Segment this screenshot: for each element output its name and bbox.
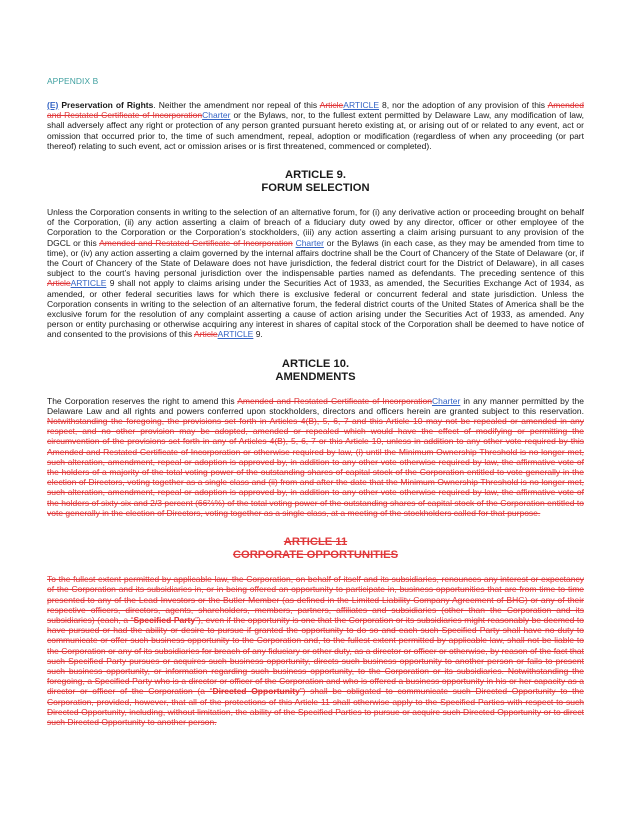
body-text: or the Bylaws (in each case, as they may be amended from time to time), or (iv) any action asserting a claim governed by the internal affairs doctrine shall be the Court of Chancery of the State of Delaware (or, if the Court of Chancery of the State of Delaware does not have jurisdiction, the federal district court for the District of Delaware), in all cases subject to the court’s having personal jurisdiction over the indispensable parties named as defendants. The preceding sentence of this — [47, 237, 584, 279]
heading-title: AMENDMENTS — [275, 370, 356, 383]
inserted-text: ARTICLE — [217, 329, 254, 340]
deleted-text: Article — [193, 329, 218, 340]
heading-title: CORPORATE OPPORTUNITIES — [232, 549, 399, 562]
body-text: . Neither the amendment nor repeal of this — [153, 100, 320, 110]
inserted-text: Charter — [295, 237, 324, 248]
body-text: 9 shall not apply to claims arising under the Securities Act of 1933, as amended, the Securities Exchange Act of 1934, as amended, or other federal securities laws for which there is exclusive federal or concurrent federal and state jurisdiction. Unless the Corporation consents in writing to the selection of an alternative forum, the federal district courts of the United States of America shall be the exclusive forum for the resolution of any complaint asserting a cause of action arising under the Securities Act of 1933, as amended. Any person or entity purchasing or otherwise acquiring any interest in shares of capital stock of the Corporation shall be deemed to have notice of and consented to the provisions of this — [47, 278, 584, 340]
deleted-text: Article — [319, 100, 344, 110]
article-11-paragraph — [47, 574, 584, 727]
heading-title: FORUM SELECTION — [261, 182, 370, 195]
article-9-heading — [47, 169, 584, 195]
deleted-text: ”) shall be obligated to communicate such Directed Opportunity to the Corporation, provided, however, that all of the protections of this Article 11 shall otherwise apply to the Specified Parties with respect to such Directed Opportunity, including, without limitation, the ability of the Specified Parties to pursue or acquire such Directed Opportunity or to direct such Directed Opportunity to another person. — [47, 686, 584, 727]
body-text: The Corporation reserves the right to amend this — [47, 395, 238, 406]
deleted-text: Article — [47, 278, 71, 289]
heading-number: ARTICLE 11 — [283, 536, 348, 549]
deleted-text: Amended and Restated Certificate of Incorporation — [237, 395, 433, 406]
deleted-text: To the fullest extent permitted by applicable law, the Corporation, on behalf of itself and its subsidiaries, renounces any interest or expectancy of the Corporation and its subsidiaries in, or in being offered an opportunity to participate in, business opportunities that are from time to time presented to any of the Lead Investors or the Butler Member (as defined in the Limited Liability Company Agreement of BHG) or any of their respective officers, directors, agents, shareholders, members, partners, affiliates and subsidiaries (other than the Corporation and its subsidiaries) (each, a “ — [47, 574, 584, 625]
section-e-paragraph — [47, 100, 584, 151]
section-letter: (E) — [47, 100, 59, 110]
heading-number: ARTICLE 9. — [285, 169, 346, 182]
section-title: Preservation of Rights — [61, 100, 154, 110]
article-11-heading — [47, 536, 584, 562]
defined-term: Directed Opportunity — [212, 686, 300, 697]
inserted-text: ARTICLE — [343, 100, 380, 110]
body-text: in any manner permitted by the Delaware Law and all rights and powers conferred upon stockholders, directors and officers herein are granted subject to this reservation. — [47, 395, 585, 416]
inserted-text: Charter — [432, 395, 461, 406]
deleted-text: Amended and Restated Certificate of Incorporation — [99, 237, 293, 248]
body-text: 9. — [253, 329, 263, 340]
article-10-paragraph — [47, 396, 584, 518]
deleted-text: Notwithstanding the foregoing, the provisions set forth in Articles 4(B), 5, 6, 7 and this Article 10 may not be repealed or amended in any respect, and no other provision may be adopted, amended or repealed which would have the effect of modifying or permitting the circumvention of the provisions set forth in any of Articles 4(B), 5, 6, 7 or this Article 10, unless in addition to any other vote required by this Amended and Restated Certificate of Incorporation or otherwise required by law, (i) until the Minimum Ownership Threshold is no longer met, such alteration, amendment, repeal or adoption is approved by, in addition to any other vote otherwise required by law, the affirmative vote of the holders of a majority of the total voting power of the outstanding shares of capital stock of the Corporation entitled to vote generally in the election of Directors, voting together as a single class and (ii) from and after the date that the Minimum Ownership Threshold is no longer met, such alteration, amendment, repeal or adoption is approved by, in addition to any other vote otherwise required by law, the affirmative vote of the holders of sixty-six and 2/3 percent (66⅔%) of the total voting power of the outstanding shares of capital stock of the Corporation entitled to vote generally in the election of Directors, voting together as a single class, at a meeting of the stockholders called for that purpose. — [47, 416, 584, 518]
body-text: or the Bylaws, nor, to the fullest extent permitted by Delaware Law, any modification of law, shall adversely affect any right or protection of any person granted pursuant hereto existing at, or arising out of or related to any event, act or omission that occurred prior to, the time of such amendment, repeal, adoption or modification (regardless of when any proceeding (or part thereof) relating to such event, act or omission arises or is first threatened, commenced or completed). — [47, 110, 584, 151]
appendix-label: APPENDIX B — [47, 76, 99, 86]
inserted-text: ARTICLE — [70, 278, 107, 289]
inserted-text: Charter — [202, 110, 231, 121]
body-text: Unless the Corporation consents in writing to the selection of an alternative forum, for (i) any derivative action or proceeding brought on behalf of the Corporation, (ii) any action asserting a claim of breach of a fiduciary duty owed by any director, officer or other employee of the Corporation to the Corporation or the Corporation’s stockholders, (iii) any action asserting a claim arising pursuant to any provision of the DGCL or this — [47, 207, 584, 248]
defined-term: Specified Party — [133, 614, 196, 625]
body-text: 8, nor the adoption of any provision of this — [379, 100, 548, 110]
article-9-paragraph — [47, 207, 584, 340]
heading-number: ARTICLE 10. — [281, 357, 350, 370]
article-10-heading — [47, 358, 584, 384]
deleted-text: ”), even if the opportunity is one that the Corporation or its subsidiaries might reasonably be deemed to have pursued or had the ability or desire to pursue if granted the opportunity to do so and each such Specified Party shall have no duty to communicate or offer such business opportunity to the Corporation and, to the fullest extent permitted by applicable law, shall not be liable to the Corporation or any of its subsidiaries for breach of any fiduciary or other duty, as a director or officer or otherwise, by reason of the fact that such Specified Party pursues or acquires such business opportunity, directs such business opportunity to another person or fails to present such business opportunity, or information regarding such business opportunity, to the Corporation or its subsidiaries. Notwithstanding the foregoing, a Specified Party who is a director or officer of the Corporation and who is offered a business opportunity in his or her capacity as a director or officer of the Corporation (a “ — [47, 614, 584, 697]
deleted-text: Amended and Restated Certificate of Incorporation — [47, 100, 584, 121]
